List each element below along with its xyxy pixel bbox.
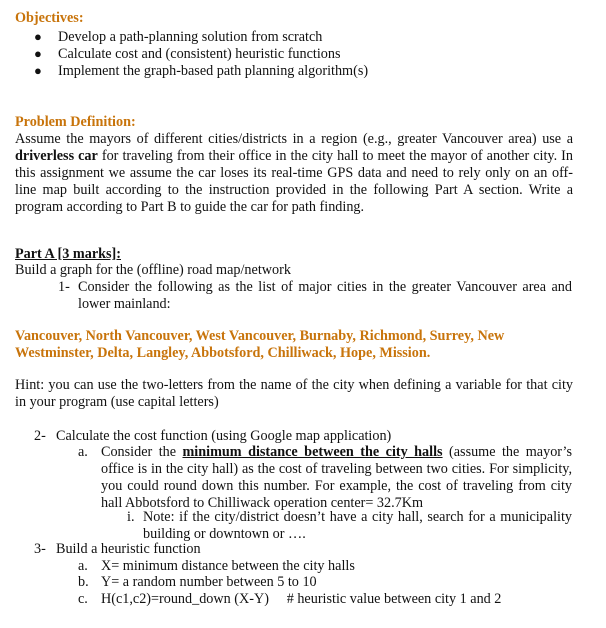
- item-number: 1-: [58, 279, 70, 295]
- item3a-text: X= minimum distance between the city halls: [101, 558, 355, 574]
- item1-text: Consider the following as the list of major cities in the greater Vancouver area and lower mainland:: [78, 279, 572, 312]
- item-label: a.: [78, 558, 88, 574]
- item2-text: Calculate the cost function (using Google map application): [56, 428, 392, 444]
- bullet-icon: ●: [34, 46, 42, 61]
- hint-text: Hint: you can use the two-letters from the name of the city when defining a variable for that city in your program (use capital letters): [15, 377, 573, 410]
- bullet-icon: ●: [34, 29, 42, 44]
- problem-bold-term: driverless car: [15, 148, 98, 164]
- item-label: c.: [78, 591, 88, 607]
- objective-item: Develop a path-planning solution from scratch: [58, 29, 323, 45]
- problem-heading: Problem Definition:: [15, 114, 136, 130]
- problem-text-part: Assume the mayors of different cities/districts in a region (e.g., greater Vancouver area) use a: [15, 131, 573, 147]
- item2a-text-part: Consider the: [101, 444, 183, 460]
- item2a-text: [101, 444, 572, 512]
- part-a-intro: Build a graph for the (offline) road map/network: [15, 262, 291, 278]
- item-label: a.: [78, 444, 88, 460]
- item2a-text-part: (assume the mayor’s office is in the city hall) as the cost of traveling between two cities. For simplicity, you could round down this number. For example, the cost of traveling from city hall Abbotsford to Chilliwack operation center= 32.7Km: [101, 444, 572, 511]
- objective-item: Calculate cost and (consistent) heuristic functions: [58, 46, 341, 62]
- item2ai-text: Note: if the city/district doesn’t have a city hall, search for a municipality building or downtown or ….: [143, 509, 572, 542]
- objective-item: Implement the graph-based path planning algorithm(s): [58, 63, 369, 79]
- problem-text-part: for traveling from their office in the city hall to meet the mayor of another city. In this assignment we assume the car loses its real-time GPS data and need to rely only on an off-line map built according to the instruction provided in the following Part A section. Write a program according to Part B to guide the car for path finding.: [15, 148, 573, 215]
- part-a-heading: Part A [3 marks]:: [15, 246, 121, 262]
- objectives-heading: Objectives:: [15, 10, 84, 26]
- item3c-text: H(c1,c2)=round_down (X-Y) # heuristic value between city 1 and 2: [101, 591, 502, 607]
- item-number: 3-: [34, 541, 46, 557]
- item2a-bold-term: minimum distance between the city halls: [182, 444, 443, 460]
- city-list: Vancouver, North Vancouver, West Vancouver, Burnaby, Richmond, Surrey, New Westminster, Delta, Langley, Abbotsford, Chilliwack, Hope, Mission.: [15, 328, 505, 361]
- item-label: b.: [78, 574, 89, 590]
- item3-text: Build a heuristic function: [56, 541, 201, 557]
- item3b-text: Y= a random number between 5 to 10: [101, 574, 317, 590]
- problem-text: [15, 131, 573, 216]
- item-number: 2-: [34, 428, 46, 444]
- bullet-icon: ●: [34, 63, 42, 78]
- item-label: i.: [127, 509, 135, 525]
